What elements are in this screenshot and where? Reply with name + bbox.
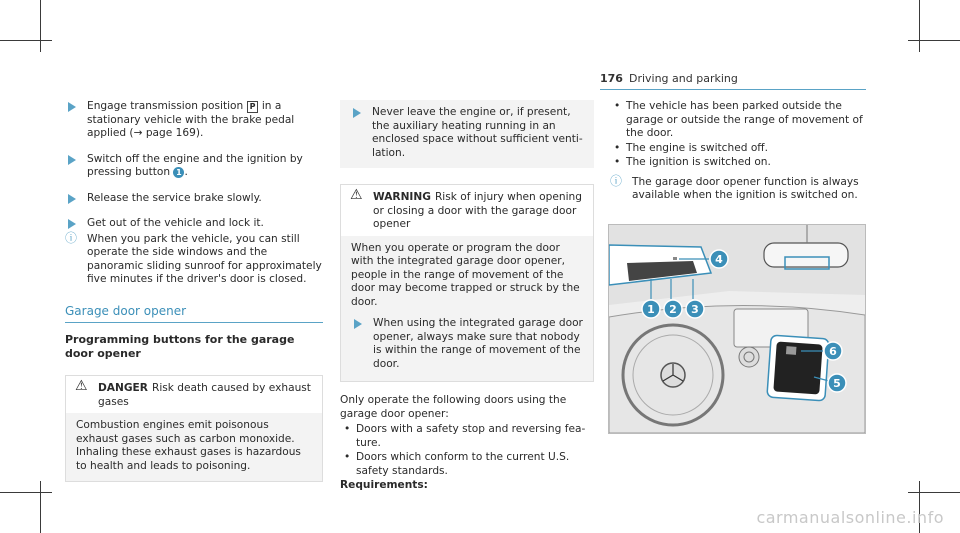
step-arrow-icon [354, 319, 362, 329]
page-number: 176 [600, 72, 623, 85]
header-rule [600, 89, 866, 90]
callout-badge-3 [686, 300, 704, 318]
step-item: Never leave the engine or, if present, the auxiliary heating running in an enclosed space without sufficient ventilation. [350, 106, 584, 160]
info-note: ⓘ The garage door opener function is always available when the ignition is switched on. [610, 173, 859, 201]
svg-text:3: 3 [691, 303, 699, 316]
crop-mark [908, 492, 960, 493]
danger-box [65, 375, 323, 482]
danger-head: ⚠ DANGER Risk death caused by exhaust gases [75, 378, 311, 408]
list-item: • Doors with a safety stop and reversing feature. [340, 423, 594, 450]
callout-badge-2 [664, 300, 682, 318]
requirements-label: Requirements: [340, 479, 428, 491]
info-icon: ⓘ [610, 173, 623, 188]
section-title: Garage door opener [65, 303, 187, 318]
crop-mark [40, 0, 41, 52]
callout-badge-6 [824, 342, 842, 360]
warning-triangle-icon: ⚠ [350, 187, 363, 203]
step-arrow-icon [353, 108, 361, 118]
crop-mark [0, 40, 52, 41]
step-item: When using the integrated garage door opener, always make sure that nobody is within the range of movement of the door. [351, 317, 583, 371]
warning-body: When you operate or program the door with the integrated garage door opener, people in the range of movement of the door may become trapped or struck by the door. When using the integrated garage door opener, always make sure that nobody is within the range of movement of the door. [341, 236, 593, 382]
list-item: • The vehicle has been parked outside the garage or outside the range of movement of the door. [610, 100, 866, 141]
callout-badge-4 [710, 250, 728, 268]
crop-mark [40, 481, 41, 533]
section-name: Driving and parking [628, 72, 738, 85]
danger-word: DANGER [98, 382, 148, 394]
list-item: • Doors which conform to the current U.S. safety standards. [340, 451, 594, 478]
danger-continued [340, 100, 594, 168]
svg-text:4: 4 [715, 253, 723, 266]
warning-triangle-icon: ⚠ [75, 378, 88, 394]
list-item: • The engine is switched off. [610, 142, 866, 156]
list-item: • The ignition is switched on. [610, 156, 866, 170]
step-item: Engage transmission position P in a stationary vehicle with the brake pedal applied (→ page 169). [65, 100, 323, 141]
page-header [600, 72, 738, 85]
svg-text:2: 2 [669, 303, 677, 316]
step-arrow-icon [68, 155, 76, 165]
column-2 [340, 100, 594, 493]
step-item: Get out of the vehicle and lock it. [65, 217, 323, 231]
svg-text:1: 1 [647, 303, 655, 316]
warning-box [340, 184, 594, 382]
callout-badge-1 [642, 300, 660, 318]
svg-text:5: 5 [833, 377, 841, 390]
info-icon: ⓘ [65, 230, 78, 245]
svg-text:6: 6 [829, 345, 837, 358]
step-item: Switch off the engine and the ignition by pressing button 1 . [65, 153, 323, 180]
section-rule [65, 322, 323, 323]
column-3 [610, 100, 866, 213]
callout-badge-5 [828, 374, 846, 392]
interior-illustration [609, 225, 865, 433]
step-arrow-icon [68, 102, 76, 112]
warning-word: WARNING [373, 191, 431, 203]
danger-body: Combustion engines emit poisonous exhaust gases such as carbon monoxide. Inhaling these exhaust gases is hazardous to health and leads to poisoning. [66, 413, 322, 481]
crop-mark [908, 40, 960, 41]
callout-badge: 1 [173, 167, 184, 178]
warning-head: ⚠ WARNING Risk of injury when opening or closing a door with the garage door opener [350, 187, 582, 230]
step-arrow-icon [68, 219, 76, 229]
crop-mark [919, 0, 920, 52]
step-arrow-icon [68, 194, 76, 204]
intro-text: Only operate the following doors using the garage door opener: [340, 394, 567, 420]
step-item: Release the service brake slowly. [65, 192, 323, 206]
vehicle-interior-figure [608, 224, 866, 434]
park-position-icon: P [247, 101, 259, 113]
column-1 [65, 100, 323, 494]
watermark: carmanualsonline.info [756, 508, 944, 527]
info-note: ⓘ When you park the vehicle, you can still operate the side windows and the panoramic sliding sunroof for approximately five minutes if the driver's door is closed. [65, 230, 322, 285]
subsection-title: Programming buttons for the garage door opener [65, 333, 295, 360]
crop-mark [0, 492, 52, 493]
